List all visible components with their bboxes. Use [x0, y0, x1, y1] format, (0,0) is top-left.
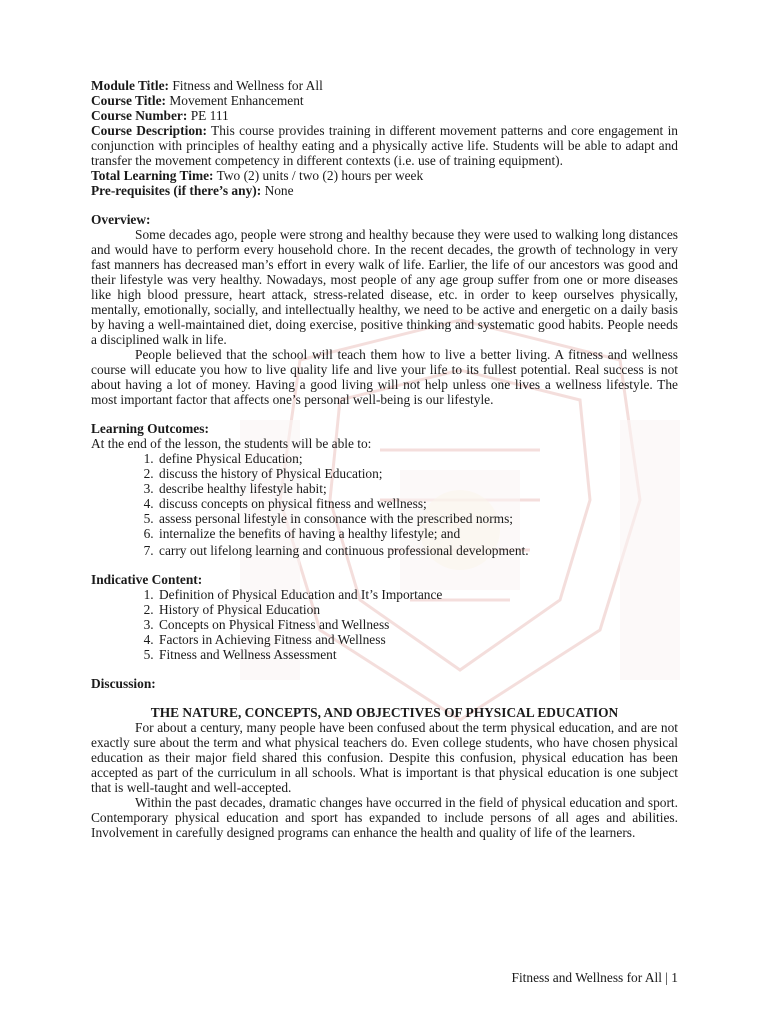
course-number-label: Course Number:	[91, 108, 188, 123]
discussion-paragraph-1: For about a century, many people have been confused about the term physical education, and are not exactly sure about the term and what physical teachers do. Even college students, who have chosen physical education as their major field shared this confusion. Despite this confusion, physical education has been accepted as part of the curriculum in all schools. What is important is that physical education is one subject that is well-taught and well-accepted.	[91, 720, 678, 795]
course-title-label: Course Title:	[91, 93, 167, 108]
course-number-value: PE 111	[190, 108, 229, 123]
discussion-paragraph-2: Within the past decades, dramatic changes have occurred in the field of physical education and sport. Contemporary physical education and sport has expanded to include persons of all ages and abilities. Involvement in carefully designed programs can enhance the health and quality of life of the learners.	[91, 795, 678, 840]
document-body	[91, 78, 678, 840]
course-description-row	[91, 123, 678, 168]
module-title-row	[91, 78, 678, 93]
indicative-content-heading: Indicative Content:	[91, 572, 203, 587]
list-item: 5. assess personal lifestyle in consonance with the prescribed norms;	[157, 511, 678, 526]
total-learning-time-value: Two (2) units / two (2) hours per week	[216, 168, 424, 183]
list-item: 3. Concepts on Physical Fitness and Wellness	[157, 617, 678, 632]
list-item: 1. Definition of Physical Education and It’s Importance	[157, 587, 678, 602]
course-number-row	[91, 108, 678, 123]
learning-outcomes-list	[91, 451, 678, 558]
discussion-heading: Discussion:	[91, 676, 156, 691]
overview-paragraph-2: People believed that the school will teach them how to live a better living. A fitness and wellness course will educate you how to live quality life and live your life to its fullest potential. Real success is not about having a lot of money. Having a good living will not help unless one lives a wellness lifestyle. The most important factor that affects one’s personal well-being is our lifestyle.	[91, 347, 678, 407]
total-learning-time-row	[91, 168, 678, 183]
course-description-label: Course Description:	[91, 123, 207, 138]
prerequisites-label: Pre-requisites (if there’s any):	[91, 183, 262, 198]
learning-outcomes-heading: Learning Outcomes:	[91, 421, 209, 436]
discussion-subheading: THE NATURE, CONCEPTS, AND OBJECTIVES OF PHYSICAL EDUCATION	[150, 705, 619, 720]
list-item: 4. Factors in Achieving Fitness and Wellness	[157, 632, 678, 647]
list-item: 6. internalize the benefits of having a healthy lifestyle; and	[157, 526, 678, 541]
page-footer: Fitness and Wellness for All | 1	[511, 970, 678, 985]
course-title-value: Movement Enhancement	[169, 93, 304, 108]
indicative-content-list	[91, 587, 678, 662]
course-title-row	[91, 93, 678, 108]
list-item: 2. History of Physical Education	[157, 602, 678, 617]
course-description-value: This course provides training in different movement patterns and core engagement in conjunction with principles of healthy eating and a physically active life. Students will be able to adapt and transfer the movement competency in different contexts (i.e. use of training equipment).	[91, 123, 678, 168]
module-title-value: Fitness and Wellness for All	[172, 78, 323, 93]
module-title-label: Module Title:	[91, 78, 169, 93]
prerequisites-row	[91, 183, 678, 198]
list-item: 2. discuss the history of Physical Education;	[157, 466, 678, 481]
overview-paragraph-1: Some decades ago, people were strong and healthy because they were used to walking long distances and would have to perform every household chore. In the recent decades, the growth of technology in very fast manners has decreased man’s effort in every walk of life. Earlier, the life of our ancestors was good and their lifestyle was very healthy. Nowadays, most people of any age group suffer from one or more diseases like high blood pressure, heart attack, stress-related disease, etc. in order to keep ourselves physically, mentally, emotionally, socially, and intellectually healthy, we need to be active and energetic on a daily basis by having a well-maintained diet, doing exercise, positive thinking and systematic good habits. People needs a disciplined walk in life.	[91, 227, 678, 347]
prerequisites-value: None	[264, 183, 294, 198]
list-item: 4. discuss concepts on physical fitness and wellness;	[157, 496, 678, 511]
list-item: 1. define Physical Education;	[157, 451, 678, 466]
list-item: 3. describe healthy lifestyle habit;	[157, 481, 678, 496]
list-item: 7. carry out lifelong learning and continuous professional development.	[157, 543, 678, 558]
total-learning-time-label: Total Learning Time:	[91, 168, 214, 183]
list-item: 5. Fitness and Wellness Assessment	[157, 647, 678, 662]
overview-heading: Overview:	[91, 212, 151, 227]
learning-outcomes-intro: At the end of the lesson, the students will be able to:	[91, 436, 372, 451]
